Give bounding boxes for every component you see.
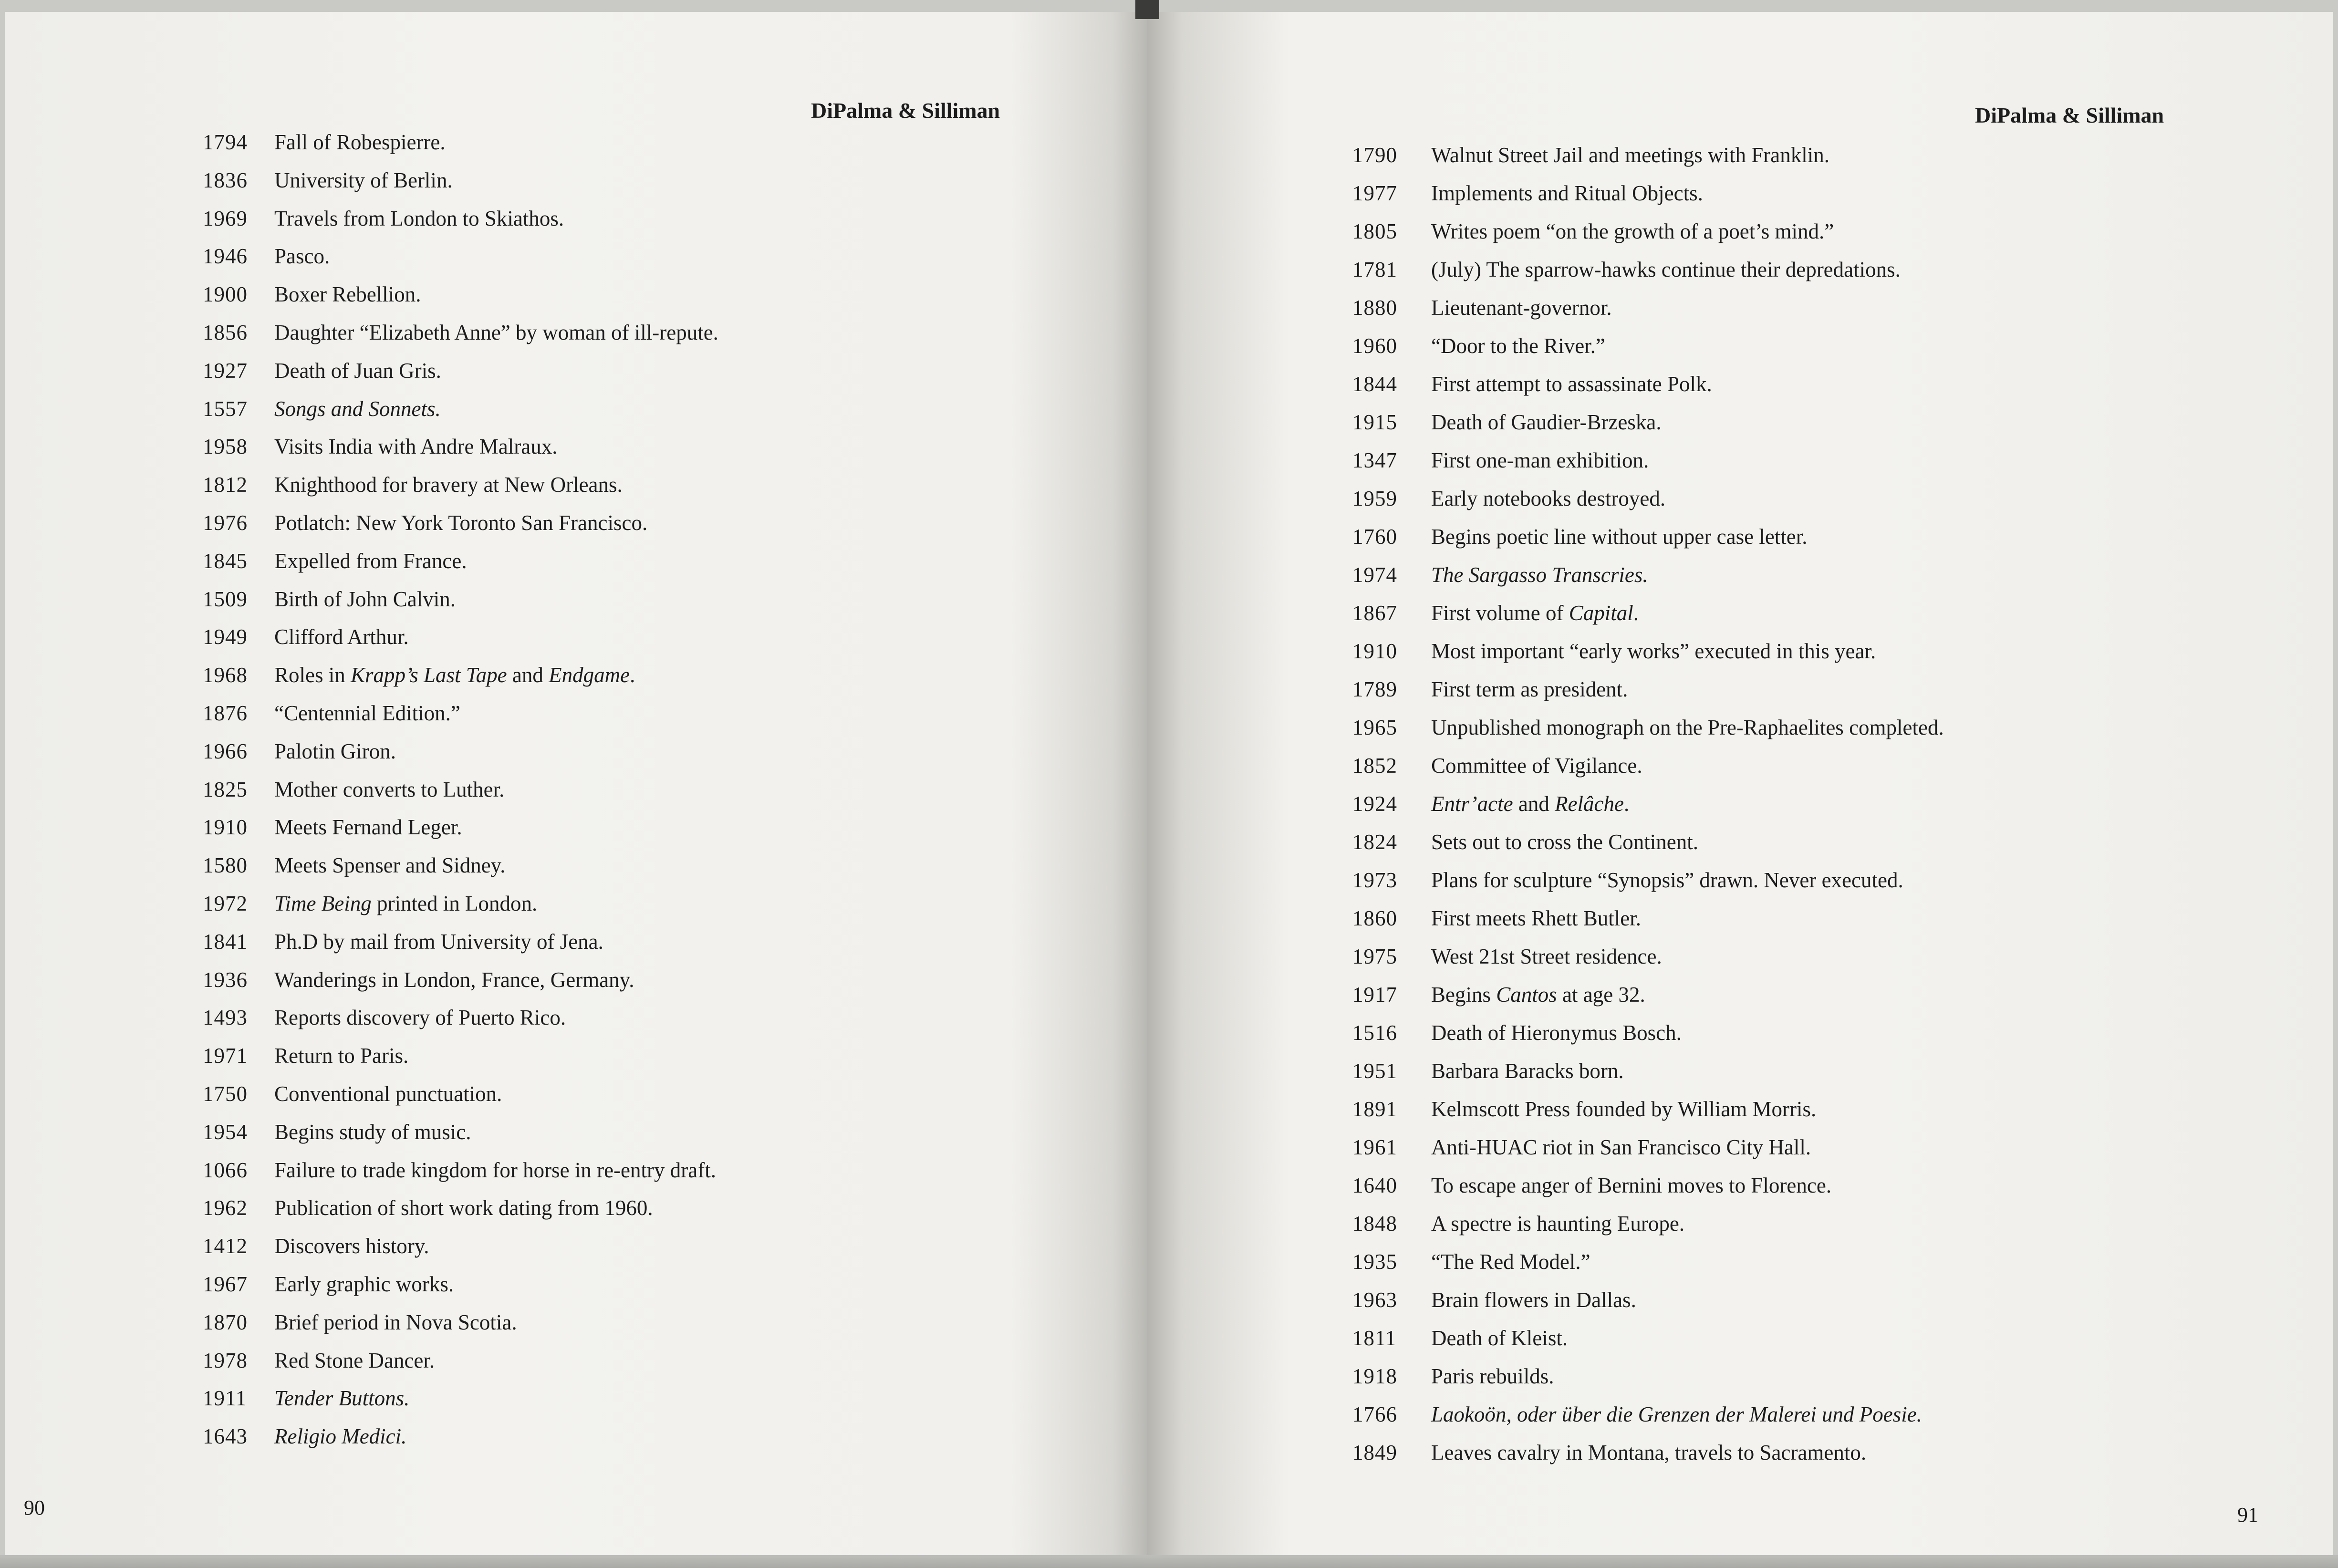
entry-text: Mother converts to Luther. — [274, 777, 505, 801]
list-item — [203, 1346, 718, 1384]
entry-text: Brain flowers in Dallas. — [1431, 1288, 1636, 1312]
entry-text: Visits India with Andre Malraux. — [274, 435, 558, 459]
page-number: 90 — [24, 1496, 45, 1519]
entry-text: To escape anger of Bernini moves to Florence. — [1431, 1173, 1832, 1197]
list-item — [1352, 675, 1944, 713]
list-item — [203, 242, 718, 280]
entry-text: Roles in Krapp’s Last Tape and Endgame. — [274, 663, 635, 687]
list-item — [203, 889, 718, 927]
right-page — [1147, 12, 2333, 1555]
entry-year: 1967 — [203, 1272, 248, 1296]
running-header: DiPalma & Silliman — [1975, 103, 2164, 127]
entry-year: 1812 — [203, 473, 248, 497]
list-item — [1352, 904, 1944, 942]
list-item — [203, 395, 718, 433]
entry-year: 1973 — [1352, 868, 1397, 892]
page-number: 91 — [2237, 1503, 2258, 1526]
entry-text: Brief period in Nova Scotia. — [274, 1310, 517, 1334]
list-item — [1352, 942, 1944, 980]
entry-text: First meets Rhett Butler. — [1431, 906, 1641, 930]
entry-year: 1965 — [1352, 716, 1397, 739]
list-item — [1352, 1171, 1944, 1209]
entry-text: University of Berlin. — [274, 168, 453, 192]
entry-text: Wanderings in London, France, Germany. — [274, 967, 634, 992]
list-item — [203, 318, 718, 356]
entry-year: 1971 — [203, 1044, 248, 1068]
entry-year: 1917 — [1352, 983, 1397, 1007]
list-item — [203, 851, 718, 889]
entry-year: 1966 — [203, 739, 248, 763]
entry-year: 1844 — [1352, 372, 1397, 396]
list-item — [203, 547, 718, 585]
entry-text: Lieutenant-governor. — [1431, 296, 1612, 320]
list-item — [1352, 561, 1944, 599]
entry-text: Death of Gaudier-Brzeska. — [1431, 410, 1662, 434]
entry-year: 1962 — [203, 1196, 248, 1220]
list-item — [1352, 599, 1944, 637]
list-item — [1352, 408, 1944, 446]
entry-text: Walnut Street Jail and meetings with Franklin. — [1431, 143, 1829, 167]
list-item — [203, 432, 718, 470]
entry-year: 1790 — [1352, 143, 1397, 167]
entry-year: 1915 — [1352, 410, 1397, 434]
list-item — [203, 204, 718, 242]
entry-text: Early notebooks destroyed. — [1431, 487, 1666, 510]
entry-text: Reports discovery of Puerto Rico. — [274, 1006, 566, 1030]
list-item — [203, 128, 718, 166]
list-item — [203, 813, 718, 851]
entry-year: 1949 — [203, 625, 248, 649]
entry-text: Publication of short work dating from 1960. — [274, 1196, 653, 1220]
entry-text: Committee of Vigilance. — [1431, 754, 1642, 778]
chronology-list — [1352, 141, 1944, 1476]
entry-text: First volume of Capital. — [1431, 601, 1639, 625]
entry-year: 1750 — [203, 1081, 248, 1106]
list-item — [1352, 1209, 1944, 1247]
entry-year: 1959 — [1352, 487, 1397, 510]
entry-text: Potlatch: New York Toronto San Francisco. — [274, 510, 648, 535]
list-item — [203, 166, 718, 204]
list-item — [203, 661, 718, 699]
entry-text: Clifford Arthur. — [274, 625, 409, 649]
list-item — [1352, 217, 1944, 255]
entry-text: The Sargasso Transcries. — [1431, 563, 1648, 587]
entry-text: Unpublished monograph on the Pre-Raphaelites completed. — [1431, 716, 1944, 739]
entry-year: 1961 — [1352, 1135, 1397, 1159]
entry-text: Implements and Ritual Objects. — [1431, 181, 1703, 205]
entry-year: 1412 — [203, 1234, 248, 1258]
entry-year: 1845 — [203, 549, 248, 573]
entry-year: 1936 — [203, 967, 248, 992]
entry-text: First term as president. — [1431, 677, 1628, 701]
entry-text: Discovers history. — [274, 1234, 429, 1258]
entry-text: West 21st Street residence. — [1431, 945, 1662, 968]
entry-year: 1927 — [203, 358, 248, 383]
list-item — [1352, 370, 1944, 408]
entry-text: Return to Paris. — [274, 1044, 409, 1068]
entry-year: 1347 — [1352, 448, 1397, 472]
entry-year: 1976 — [203, 510, 248, 535]
entry-year: 1880 — [1352, 296, 1397, 320]
entry-year: 1841 — [203, 929, 248, 954]
list-item — [203, 1422, 718, 1460]
entry-year: 1860 — [1352, 906, 1397, 930]
entry-year: 1963 — [1352, 1288, 1397, 1312]
entry-year: 1968 — [203, 663, 248, 687]
list-item — [1352, 522, 1944, 561]
list-item — [203, 1232, 718, 1270]
entry-year: 1954 — [203, 1120, 248, 1144]
entry-year: 1924 — [1352, 792, 1397, 816]
entry-text: “Centennial Edition.” — [274, 701, 460, 725]
entry-text: Sets out to cross the Continent. — [1431, 830, 1698, 854]
entry-text: Ph.D by mail from University of Jena. — [274, 929, 603, 954]
entry-year: 1580 — [203, 853, 248, 878]
entry-year: 1918 — [1352, 1364, 1397, 1388]
entry-text: Death of Juan Gris. — [274, 358, 441, 383]
entry-text: Begins Cantos at age 32. — [1431, 983, 1645, 1007]
list-item — [203, 1384, 718, 1422]
entry-year: 1640 — [1352, 1173, 1397, 1197]
entry-text: Begins poetic line without upper case letter. — [1431, 525, 1808, 549]
list-item — [1352, 179, 1944, 217]
list-item — [1352, 484, 1944, 522]
list-item — [203, 927, 718, 966]
entry-text: Songs and Sonnets. — [274, 396, 441, 421]
list-item — [1352, 866, 1944, 904]
entry-year: 1849 — [1352, 1441, 1397, 1464]
entry-text: Leaves cavalry in Montana, travels to Sacramento. — [1431, 1441, 1867, 1464]
list-item — [1352, 293, 1944, 332]
entry-year: 1811 — [1352, 1326, 1397, 1350]
list-item — [1352, 141, 1944, 179]
entry-text: Religio Medici. — [274, 1424, 407, 1449]
entry-year: 1911 — [203, 1386, 247, 1411]
list-item — [203, 1041, 718, 1080]
list-item — [203, 1080, 718, 1118]
entry-text: Death of Hieronymus Bosch. — [1431, 1021, 1682, 1045]
entry-text: Laokoön, oder über die Grenzen der Malerei und Poesie. — [1431, 1402, 1922, 1426]
entry-text: Palotin Giron. — [274, 739, 396, 763]
list-item — [203, 356, 718, 395]
list-item — [1352, 1247, 1944, 1286]
list-item — [203, 1308, 718, 1346]
entry-year: 1781 — [1352, 258, 1397, 281]
entry-text: Begins study of music. — [274, 1120, 471, 1144]
entry-text: “The Red Model.” — [1431, 1250, 1590, 1274]
list-item — [203, 1156, 718, 1194]
list-item — [1352, 789, 1944, 828]
running-header: DiPalma & Silliman — [811, 98, 1000, 123]
entry-text: Paris rebuilds. — [1431, 1364, 1554, 1388]
entry-year: 1867 — [1352, 601, 1397, 625]
entry-text: Entr’acte and Relâche. — [1431, 792, 1630, 816]
left-page — [5, 12, 1147, 1555]
entry-year: 1969 — [203, 206, 248, 230]
list-item — [203, 1003, 718, 1041]
list-item — [203, 737, 718, 775]
entry-text: Most important “early works” executed in this year. — [1431, 639, 1876, 663]
entry-year: 1824 — [1352, 830, 1397, 854]
entry-year: 1975 — [1352, 945, 1397, 968]
entry-year: 1910 — [1352, 639, 1397, 663]
entry-year: 1856 — [203, 320, 248, 344]
list-item — [203, 623, 718, 661]
list-item — [1352, 980, 1944, 1018]
entry-year: 1891 — [1352, 1097, 1397, 1121]
entry-year: 1493 — [203, 1006, 248, 1030]
entry-text: Meets Spenser and Sidney. — [274, 853, 506, 878]
entry-text: Plans for sculpture “Synopsis” drawn. Never executed. — [1431, 868, 1903, 892]
list-item — [1352, 751, 1944, 789]
entry-year: 1958 — [203, 435, 248, 459]
entry-year: 1766 — [1352, 1402, 1397, 1426]
list-item — [203, 1194, 718, 1232]
entry-text: Birth of John Calvin. — [274, 587, 456, 611]
entry-text: Pasco. — [274, 244, 330, 269]
entry-text: Anti-HUAC riot in San Francisco City Hall. — [1431, 1135, 1811, 1159]
entry-year: 1910 — [203, 815, 248, 840]
book-gutter — [1135, 0, 1159, 19]
entry-text: Fall of Robespierre. — [274, 130, 446, 154]
list-item — [1352, 1362, 1944, 1400]
list-item — [1352, 1133, 1944, 1171]
entry-text: Time Being printed in London. — [274, 891, 538, 915]
entry-text: Expelled from France. — [274, 549, 467, 573]
entry-year: 1972 — [203, 891, 248, 915]
list-item — [1352, 1324, 1944, 1362]
entry-text: (July) The sparrow-hawks continue their depredations. — [1431, 258, 1901, 281]
list-item — [203, 1270, 718, 1308]
list-item — [1352, 713, 1944, 751]
entry-text: Boxer Rebellion. — [274, 282, 421, 307]
list-item — [1352, 1018, 1944, 1057]
list-item — [203, 280, 718, 318]
entry-year: 1974 — [1352, 563, 1397, 587]
entry-text: First attempt to assassinate Polk. — [1431, 372, 1712, 396]
entry-year: 1848 — [1352, 1212, 1397, 1236]
entry-year: 1825 — [203, 777, 248, 801]
list-item — [203, 470, 718, 509]
list-item — [1352, 1286, 1944, 1324]
list-item — [1352, 637, 1944, 675]
list-item — [1352, 446, 1944, 484]
entry-year: 1805 — [1352, 219, 1397, 243]
chronology-list — [203, 128, 718, 1460]
entry-text: A spectre is haunting Europe. — [1431, 1212, 1685, 1236]
entry-text: First one-man exhibition. — [1431, 448, 1649, 472]
entry-text: Knighthood for bravery at New Orleans. — [274, 473, 623, 497]
entry-year: 1643 — [203, 1424, 248, 1449]
entry-year: 1760 — [1352, 525, 1397, 549]
entry-year: 1946 — [203, 244, 248, 269]
entry-text: Early graphic works. — [274, 1272, 454, 1296]
entry-year: 1509 — [203, 587, 248, 611]
entry-year: 1977 — [1352, 181, 1397, 205]
list-item — [1352, 255, 1944, 293]
entry-year: 1516 — [1352, 1021, 1397, 1045]
entry-text: “Door to the River.” — [1431, 334, 1605, 358]
entry-text: Failure to trade kingdom for horse in re-entry draft. — [274, 1158, 716, 1182]
entry-year: 1951 — [1352, 1059, 1397, 1083]
entry-year: 1960 — [1352, 334, 1397, 358]
entry-year: 1900 — [203, 282, 248, 307]
list-item — [203, 699, 718, 737]
entry-text: Writes poem “on the growth of a poet’s mind.” — [1431, 219, 1834, 243]
entry-text: Daughter “Elizabeth Anne” by woman of ill-repute. — [274, 320, 718, 344]
list-item — [1352, 1400, 1944, 1438]
entry-text: Red Stone Dancer. — [274, 1348, 435, 1372]
entry-year: 1935 — [1352, 1250, 1397, 1274]
list-item — [203, 1118, 718, 1156]
entry-year: 1978 — [203, 1348, 248, 1372]
list-item — [203, 585, 718, 623]
entry-year: 1836 — [203, 168, 248, 192]
list-item — [1352, 332, 1944, 370]
page-edge — [0, 1555, 2338, 1568]
list-item — [1352, 1095, 1944, 1133]
entry-text: Death of Kleist. — [1431, 1326, 1568, 1350]
entry-text: Barbara Baracks born. — [1431, 1059, 1624, 1083]
entry-year: 1066 — [203, 1158, 248, 1182]
list-item — [203, 966, 718, 1004]
entry-year: 1794 — [203, 130, 248, 154]
entry-year: 1870 — [203, 1310, 248, 1334]
list-item — [1352, 1438, 1944, 1476]
entry-year: 1876 — [203, 701, 248, 725]
entry-year: 1852 — [1352, 754, 1397, 778]
list-item — [203, 509, 718, 547]
entry-year: 1789 — [1352, 677, 1397, 701]
list-item — [203, 775, 718, 813]
list-item — [1352, 1057, 1944, 1095]
list-item — [1352, 828, 1944, 866]
entry-year: 1557 — [203, 396, 248, 421]
entry-text: Travels from London to Skiathos. — [274, 206, 564, 230]
entry-text: Meets Fernand Leger. — [274, 815, 462, 840]
entry-text: Tender Buttons. — [274, 1386, 410, 1411]
entry-text: Conventional punctuation. — [274, 1081, 502, 1106]
entry-text: Kelmscott Press founded by William Morris. — [1431, 1097, 1817, 1121]
